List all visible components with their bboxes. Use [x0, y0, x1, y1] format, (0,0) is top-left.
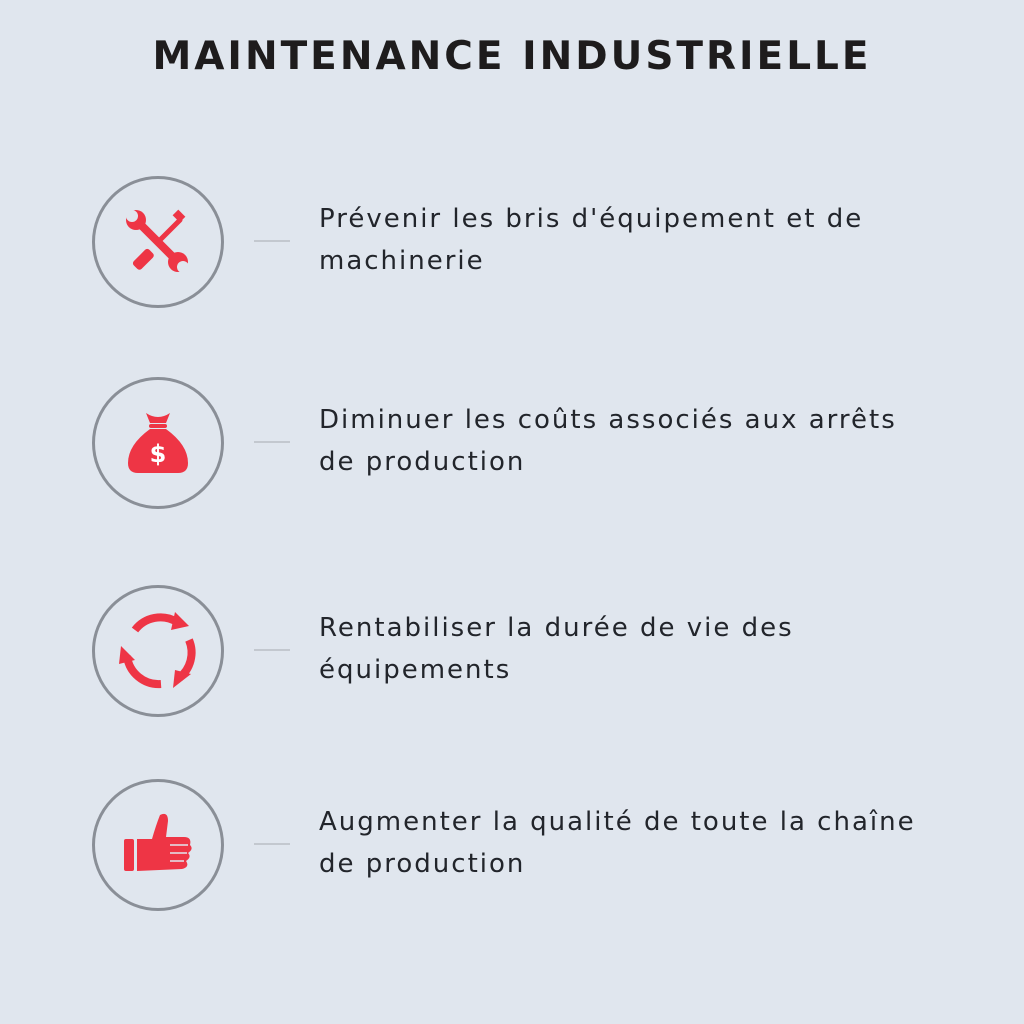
benefit-item	[0, 176, 1024, 308]
item-text: Prévenir les bris d'équipement et de machinerie	[319, 204, 864, 276]
icon-badge	[92, 779, 224, 911]
icon-badge	[92, 377, 224, 509]
icon-badge	[92, 585, 224, 717]
benefit-item	[0, 585, 1024, 717]
svg-text:$: $	[149, 440, 167, 468]
divider-dash	[254, 441, 290, 443]
item-text: Augmenter la qualité de toute la chaîne de production	[319, 807, 916, 879]
thumbs-up-icon	[122, 809, 194, 881]
benefit-item	[0, 377, 1024, 509]
item-text: Rentabiliser la durée de vie des équipements	[319, 613, 794, 685]
divider-dash	[254, 843, 290, 845]
item-text: Diminuer les coûts associés aux arrêts de production	[319, 405, 897, 477]
tools-icon	[122, 206, 194, 278]
icon-badge	[92, 176, 224, 308]
divider-dash	[254, 649, 290, 651]
page-title: MAINTENANCE INDUSTRIELLE	[152, 34, 872, 79]
cycle-arrows-icon	[115, 608, 201, 694]
money-bag-icon	[122, 407, 194, 479]
divider-dash	[254, 240, 290, 242]
benefit-item	[0, 779, 1024, 911]
